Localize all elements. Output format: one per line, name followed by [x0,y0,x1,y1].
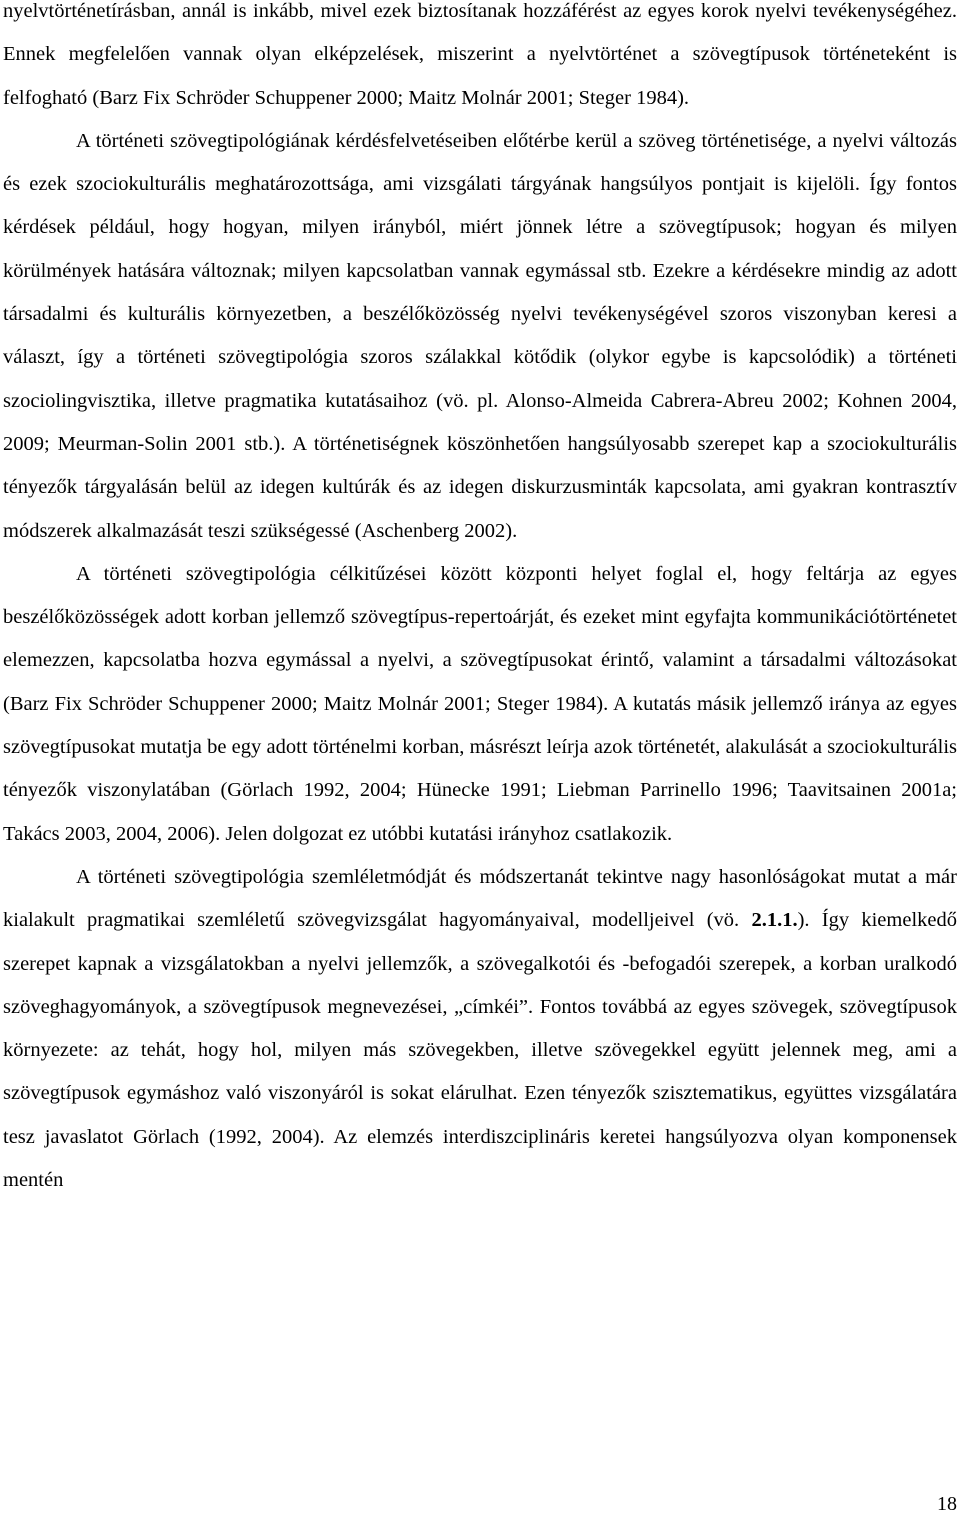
paragraph-continuation: nyelvtörténetírásban, annál is inkább, mivel ezek biztosítanak hozzáférést az egyes korok nyelvi tevékenységéhez. Ennek megfelelően vannak olyan elképzelések, miszerint a nyelvtörténet a szövegtípusok történeteként is felfogható (Barz Fix Schröder Schuppener 2000; Maitz Molnár 2001; Steger 1984). [3,0,957,109]
document-page [3,0,957,1202]
section-reference: 2.1.1. [751,909,798,932]
paragraph-methodology-text-after: ). Így kiemelkedő szerepet kapnak a vizsgálatokban a nyelvi jellemzők, a szövegalkotói és -befogadói szerepek, a korban uralkodó szöveghagyományok, a szövegtípusok megnevezései, „címkéi”. Fontos továbbá az egyes szövegek, szövegtípusok környezete: az tehát, hogy hol, milyen más szövegekben, illetve szövegekkel együtt jelennek meg, ami a szövegtípusok egymáshoz való viszonyáról is sokat elárulhat. Ezen tényezők szisztematikus, együttes vizsgálatára tesz javaslatot Görlach (1992, 2004). Az elemzés interdiszciplináris keretei hangsúlyozva olyan komponensek mentén [3,909,957,1192]
page-number: 18 [937,1493,957,1515]
paragraph-historical-text-typology: A történeti szövegtipológiának kérdésfelvetéseiben előtérbe kerül a szöveg történetisége, a nyelvi változás és ezek szociokulturális meghatározottsága, ami vizsgálati tárgyának hangsúlyos pontjait is kijelöli. Így fontos kérdések például, hogy hogyan, milyen irányból, miért jönnek létre a szövegtípusok; hogyan és milyen körülmények hatására változnak; milyen kapcsolatban vannak egymással stb. Ezekre a kérdésekre mindig az adott társadalmi és kulturális környezetben, a beszélőközösség nyelvi tevékenységével szoros viszonyban keresi a választ, így a történeti szövegtipológia szoros szálakkal kötődik (olykor egybe is kapcsolódik) a történeti szociolingvisztika, illetve pragmatika kutatásaihoz (vö. pl. Alonso-Almeida Cabrera-Abreu 2002; Kohnen 2004, 2009; Meurman-Solin 2001 stb.). A történetiségnek köszönhetően hangsúlyosabb szerepet kap a szociokulturális tényezők tárgyalásán belül az idegen kultúrák és az idegen diskurzusminták kapcsolata, ami gyakran kontrasztív módszerek alkalmazását teszi szükségessé (Aschenberg 2002). [3,129,957,542]
paragraph-methodology-text-before: A történeti szövegtipológia szemléletmódját és módszertanát tekintve nagy hasonlóságokat mutat a már kialakult pragmatikai szemléletű szövegvizsgálat hagyományaival, modelljeivel (vö. [3,865,957,932]
paragraph-research-goals: A történeti szövegtipológia célkitűzései között központi helyet foglal el, hogy feltárja az egyes beszélőközösségek adott korban jellemző szövegtípus-repertoárját, és ezeket mint egyfajta kommunikációtörténetet elemezzen, kapcsolatba hozva egymással a nyelvi, a szövegtípusokat érintő, valamint a társadalmi változásokat (Barz Fix Schröder Schuppener 2000; Maitz Molnár 2001; Steger 1984). A kutatás másik jellemző iránya az egyes szövegtípusokat mutatja be egy adott történelmi korban, másrészt leírja azok történetét, alakulását a szociokulturális tényezők viszonylatában (Görlach 1992, 2004; Hünecke 1991; Liebman Parrinello 1996; Taavitsainen 2001a; Takács 2003, 2004, 2006). Jelen dolgozat ez utóbbi kutatási irányhoz csatlakozik. [3,562,957,845]
paragraph-methodology [3,856,957,1202]
